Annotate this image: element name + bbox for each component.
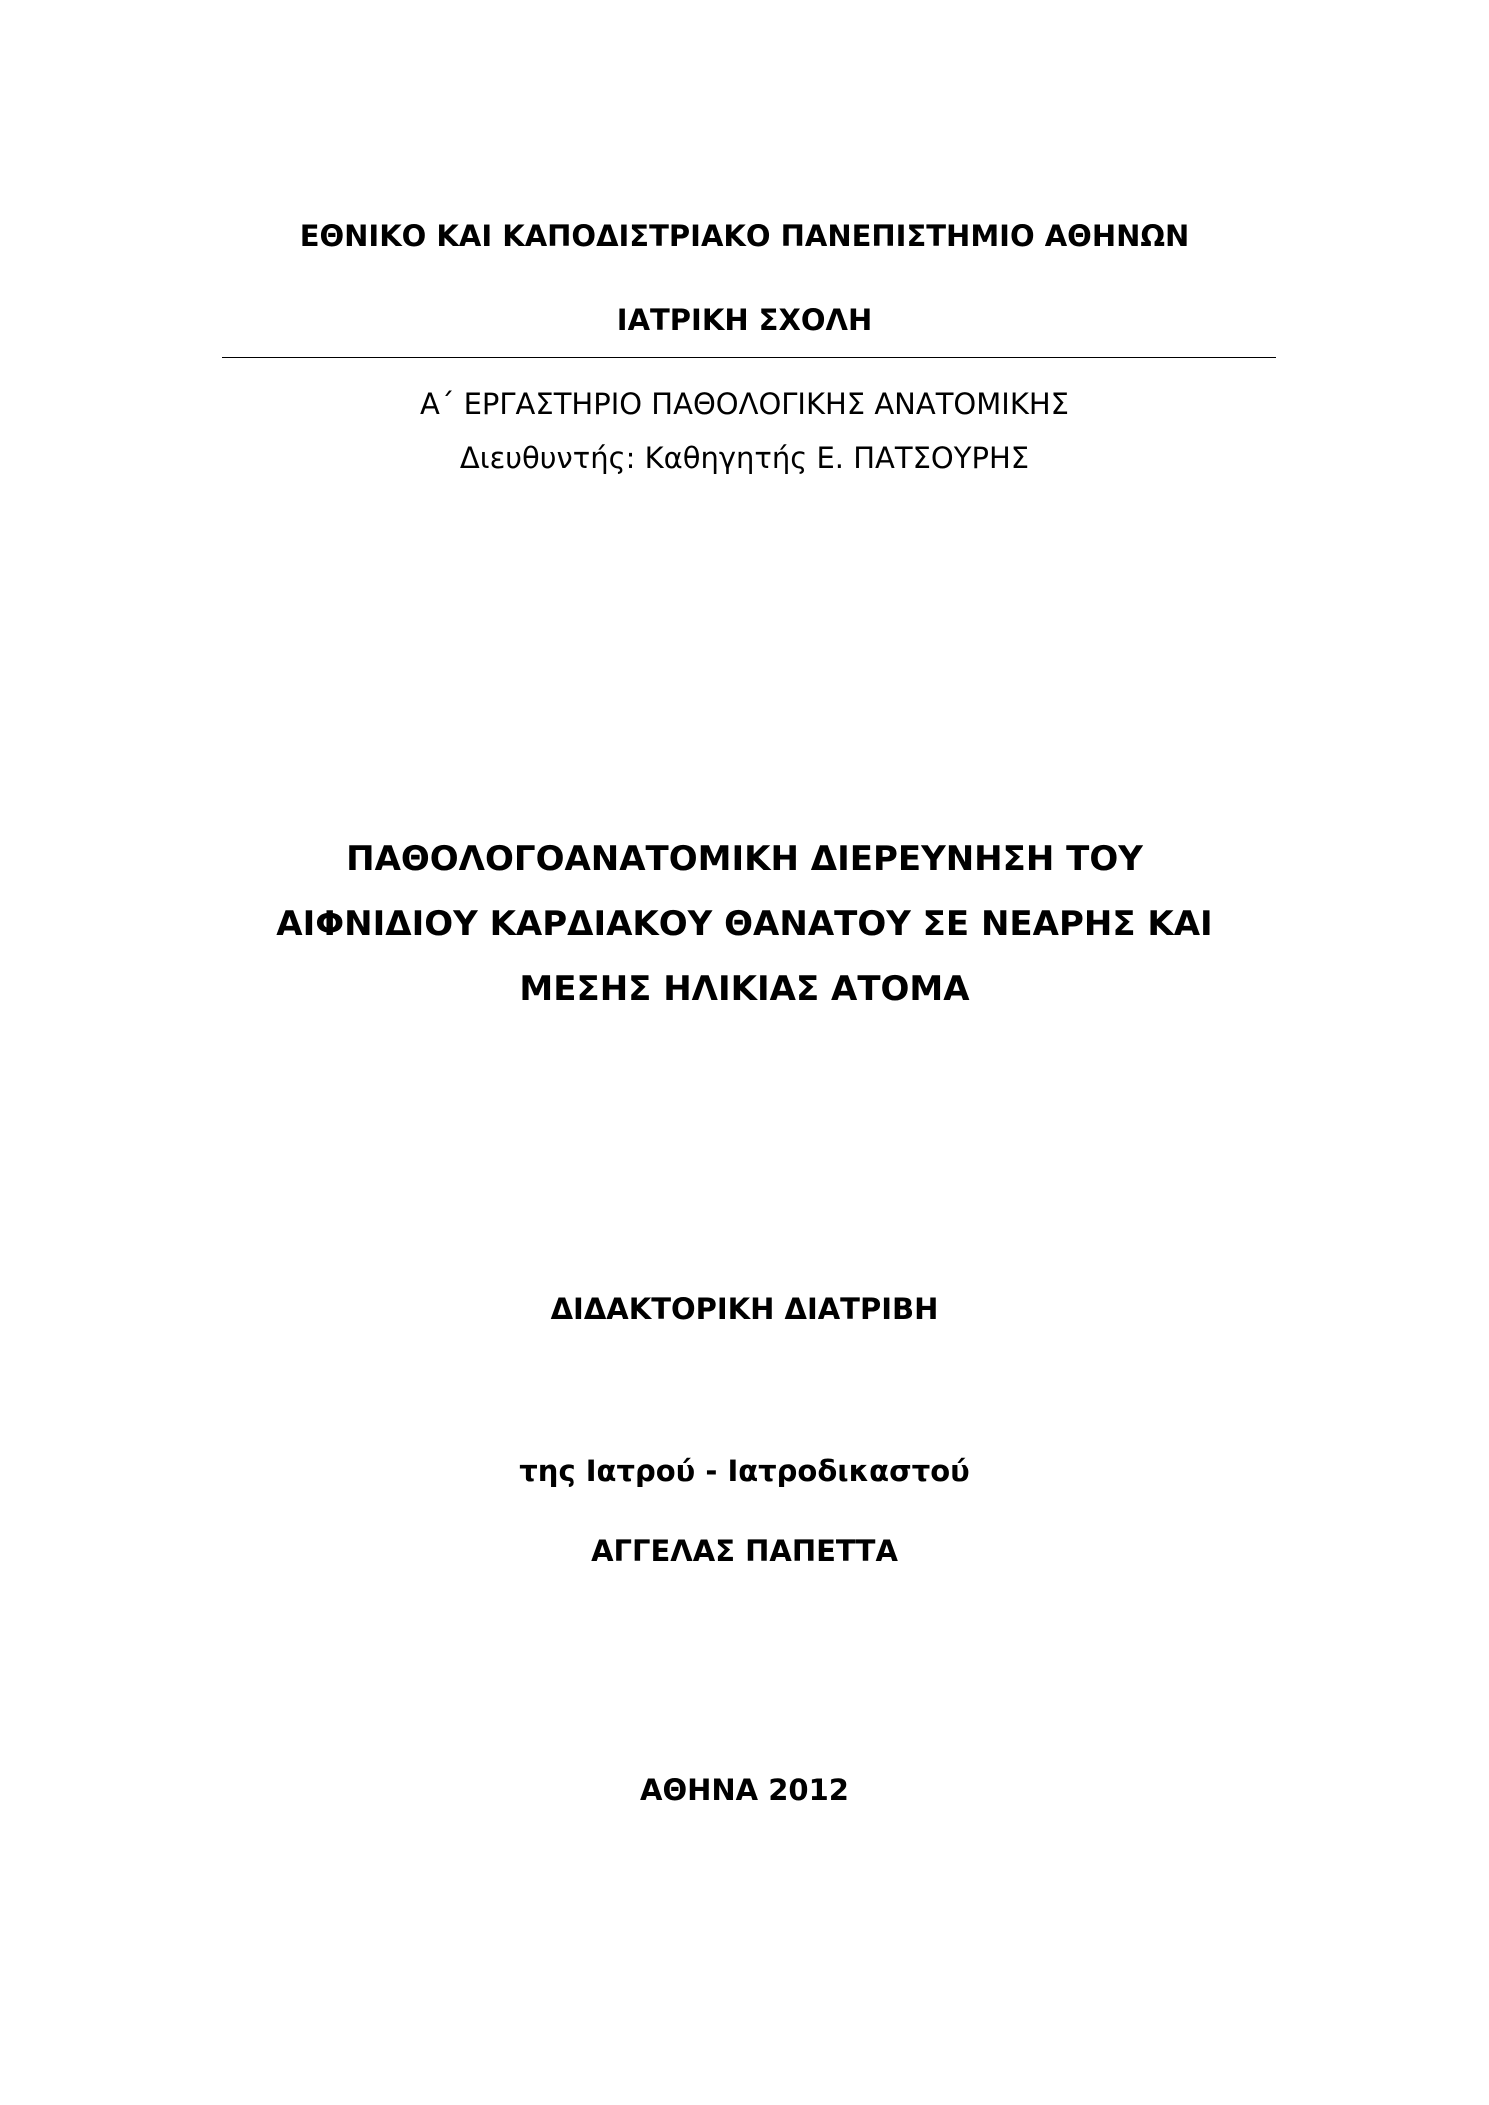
thesis-title-line: ΜΕΣΗΣ ΗΛΙΚΙΑΣ ΑΤΟΜΑ xyxy=(519,969,970,1009)
thesis-title-line: ΑΙΦΝΙΔΙΟΥ ΚΑΡΔΙΑΚΟΥ ΘΑΝΑΤΟΥ ΣΕ ΝΕΑΡΗΣ ΚΑΙ xyxy=(276,904,1213,944)
laboratory-name: Α΄ ΕΡΓΑΣΤΗΡΙΟ ΠΑΘΟΛΟΓΙΚΗΣ ΑΝΑΤΟΜΙΚΗΣ xyxy=(420,387,1069,421)
header-divider xyxy=(222,357,1276,358)
thesis-type: ΔΙΔΑΚΤΟΡΙΚΗ ΔΙΑΤΡΙΒΗ xyxy=(550,1292,939,1326)
director-line: Διευθυντής: Καθηγητής Ε. ΠΑΤΣΟΥΡΗΣ xyxy=(459,441,1030,475)
school-name: ΙΑΤΡΙΚΗ ΣΧΟΛΗ xyxy=(616,303,873,337)
thesis-title-line: ΠΑΘΟΛΟΓΟΑΝΑΤΟΜΙΚΗ ΔΙΕΡΕΥΝΗΣΗ ΤΟΥ xyxy=(346,839,1143,879)
university-name: ΕΘΝΙΚΟ ΚΑΙ ΚΑΠΟΔΙΣΤΡΙΑΚΟ ΠΑΝΕΠΙΣΤΗΜΙΟ ΑΘΗΝΩΝ xyxy=(299,219,1190,253)
author-role: της Ιατρού - Ιατροδικαστού xyxy=(519,1454,970,1488)
author-name: ΑΓΓΕΛΑΣ ΠΑΠΕΤΤΑ xyxy=(591,1534,898,1568)
place-year: ΑΘΗΝΑ 2012 xyxy=(640,1773,849,1807)
